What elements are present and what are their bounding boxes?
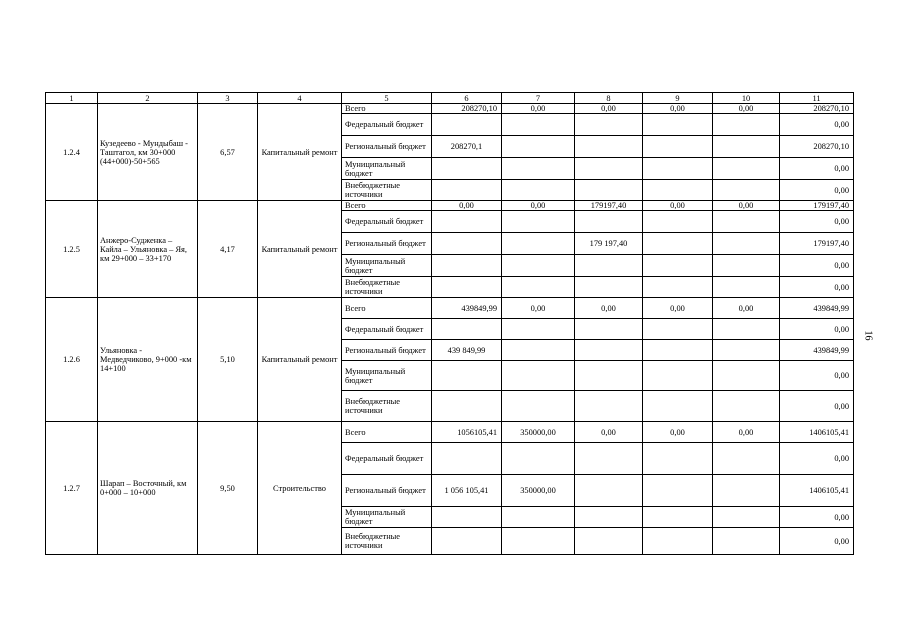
value-cell: 179197,40 bbox=[780, 201, 854, 211]
work-type: Капитальный ремонт bbox=[258, 298, 342, 422]
value-cell bbox=[502, 180, 575, 201]
value-cell bbox=[713, 391, 780, 422]
value-cell bbox=[643, 158, 713, 180]
value-cell: 0,00 bbox=[780, 507, 854, 528]
value-cell: 208270,10 bbox=[780, 136, 854, 158]
value-cell bbox=[432, 211, 502, 233]
value-cell bbox=[432, 391, 502, 422]
value-cell bbox=[575, 361, 643, 391]
value-cell bbox=[643, 277, 713, 298]
value-cell bbox=[432, 507, 502, 528]
value-cell: 208270,10 bbox=[432, 104, 502, 114]
value-cell: 0,00 bbox=[780, 361, 854, 391]
value-cell bbox=[713, 211, 780, 233]
col-header: 11 bbox=[780, 93, 854, 104]
road-name: Кузедеево - Мундыбаш - Таштагол, км 30+000 (44+000)-50+565 bbox=[98, 104, 198, 201]
funding-source: Региональный бюджет bbox=[342, 136, 432, 158]
value-cell bbox=[713, 277, 780, 298]
value-cell bbox=[643, 475, 713, 507]
funding-source: Федеральный бюджет bbox=[342, 443, 432, 475]
value-cell bbox=[713, 180, 780, 201]
value-cell bbox=[575, 277, 643, 298]
budget-table bbox=[45, 92, 854, 555]
col-header: 3 bbox=[198, 93, 258, 104]
value-cell bbox=[432, 277, 502, 298]
table-row bbox=[46, 422, 854, 443]
road-length: 4,17 bbox=[198, 201, 258, 298]
value-cell: 439849,99 bbox=[432, 298, 502, 319]
value-cell bbox=[643, 507, 713, 528]
road-length: 9,50 bbox=[198, 422, 258, 555]
funding-source: Региональный бюджет bbox=[342, 475, 432, 507]
value-cell: 0,00 bbox=[780, 211, 854, 233]
value-cell: 439849,99 bbox=[780, 298, 854, 319]
value-cell: 439 849,99 bbox=[432, 340, 502, 361]
value-cell bbox=[575, 340, 643, 361]
value-cell bbox=[575, 136, 643, 158]
col-header: 9 bbox=[643, 93, 713, 104]
value-cell bbox=[643, 391, 713, 422]
value-cell bbox=[502, 443, 575, 475]
value-cell: 0,00 bbox=[780, 528, 854, 555]
value-cell: 0,00 bbox=[502, 201, 575, 211]
value-cell bbox=[575, 443, 643, 475]
value-cell bbox=[432, 361, 502, 391]
value-cell bbox=[713, 255, 780, 277]
value-cell bbox=[713, 443, 780, 475]
value-cell: 0,00 bbox=[713, 104, 780, 114]
funding-source: Всего bbox=[342, 298, 432, 319]
value-cell bbox=[643, 114, 713, 136]
value-cell bbox=[432, 255, 502, 277]
value-cell: 0,00 bbox=[780, 319, 854, 340]
value-cell: 0,00 bbox=[713, 422, 780, 443]
value-cell bbox=[575, 391, 643, 422]
value-cell bbox=[502, 391, 575, 422]
funding-source: Федеральный бюджет bbox=[342, 319, 432, 340]
value-cell bbox=[502, 528, 575, 555]
value-cell: 0,00 bbox=[780, 443, 854, 475]
value-cell: 0,00 bbox=[575, 422, 643, 443]
value-cell bbox=[432, 158, 502, 180]
funding-source: Всего bbox=[342, 201, 432, 211]
funding-source: Федеральный бюджет bbox=[342, 114, 432, 136]
value-cell bbox=[432, 443, 502, 475]
funding-source: Всего bbox=[342, 422, 432, 443]
value-cell bbox=[575, 528, 643, 555]
value-cell bbox=[713, 136, 780, 158]
row-number: 1.2.5 bbox=[46, 201, 98, 298]
value-cell bbox=[502, 507, 575, 528]
value-cell: 0,00 bbox=[780, 277, 854, 298]
value-cell bbox=[713, 158, 780, 180]
funding-source: Внебюджетные источники bbox=[342, 391, 432, 422]
value-cell bbox=[643, 136, 713, 158]
funding-source: Муниципальный бюджет bbox=[342, 255, 432, 277]
funding-source: Региональный бюджет bbox=[342, 340, 432, 361]
col-header: 6 bbox=[432, 93, 502, 104]
funding-source: Муниципальный бюджет bbox=[342, 361, 432, 391]
value-cell bbox=[713, 233, 780, 255]
value-cell bbox=[713, 528, 780, 555]
funding-source: Внебюджетные источники bbox=[342, 528, 432, 555]
value-cell bbox=[643, 340, 713, 361]
value-cell bbox=[432, 114, 502, 136]
table-row bbox=[46, 104, 854, 114]
value-cell: 208270,1 bbox=[432, 136, 502, 158]
value-cell: 0,00 bbox=[502, 104, 575, 114]
value-cell bbox=[432, 180, 502, 201]
value-cell bbox=[713, 475, 780, 507]
value-cell bbox=[432, 319, 502, 340]
value-cell bbox=[502, 319, 575, 340]
value-cell: 0,00 bbox=[713, 201, 780, 211]
value-cell bbox=[643, 255, 713, 277]
value-cell bbox=[502, 158, 575, 180]
value-cell bbox=[502, 255, 575, 277]
value-cell bbox=[575, 507, 643, 528]
value-cell: 1056105,41 bbox=[432, 422, 502, 443]
value-cell: 0,00 bbox=[643, 201, 713, 211]
col-header: 10 bbox=[713, 93, 780, 104]
value-cell: 179197,40 bbox=[780, 233, 854, 255]
funding-source: Всего bbox=[342, 104, 432, 114]
value-cell bbox=[575, 211, 643, 233]
value-cell: 439849,99 bbox=[780, 340, 854, 361]
value-cell bbox=[502, 211, 575, 233]
value-cell: 179 197,40 bbox=[575, 233, 643, 255]
road-name: Ульяновка - Медведчиково, 9+000 -км 14+100 bbox=[98, 298, 198, 422]
road-name: Анжеро-Судженка – Кайла – Ульяновка – Яя, км 29+000 – 33+170 bbox=[98, 201, 198, 298]
value-cell: 350000,00 bbox=[502, 475, 575, 507]
value-cell bbox=[502, 361, 575, 391]
value-cell bbox=[502, 340, 575, 361]
work-type: Строительство bbox=[258, 422, 342, 555]
value-cell bbox=[502, 233, 575, 255]
value-cell bbox=[643, 319, 713, 340]
col-header: 1 bbox=[46, 93, 98, 104]
value-cell: 350000,00 bbox=[502, 422, 575, 443]
value-cell: 0,00 bbox=[432, 201, 502, 211]
col-header: 4 bbox=[258, 93, 342, 104]
value-cell bbox=[643, 233, 713, 255]
value-cell bbox=[643, 180, 713, 201]
value-cell bbox=[432, 528, 502, 555]
value-cell bbox=[643, 361, 713, 391]
value-cell: 0,00 bbox=[780, 114, 854, 136]
value-cell: 0,00 bbox=[780, 158, 854, 180]
value-cell: 1406105,41 bbox=[780, 422, 854, 443]
value-cell: 1406105,41 bbox=[780, 475, 854, 507]
funding-source: Региональный бюджет bbox=[342, 233, 432, 255]
value-cell bbox=[643, 443, 713, 475]
value-cell bbox=[643, 211, 713, 233]
road-length: 6,57 bbox=[198, 104, 258, 201]
row-number: 1.2.6 bbox=[46, 298, 98, 422]
header-row bbox=[46, 93, 854, 104]
value-cell: 1 056 105,41 bbox=[432, 475, 502, 507]
value-cell: 0,00 bbox=[502, 298, 575, 319]
table-row bbox=[46, 201, 854, 211]
value-cell bbox=[502, 136, 575, 158]
col-header: 7 bbox=[502, 93, 575, 104]
value-cell: 0,00 bbox=[780, 255, 854, 277]
work-type: Капитальный ремонт bbox=[258, 104, 342, 201]
work-type: Капитальный ремонт bbox=[258, 201, 342, 298]
value-cell bbox=[575, 114, 643, 136]
value-cell bbox=[575, 475, 643, 507]
value-cell: 208270,10 bbox=[780, 104, 854, 114]
value-cell bbox=[432, 233, 502, 255]
row-number: 1.2.4 bbox=[46, 104, 98, 201]
road-length: 5,10 bbox=[198, 298, 258, 422]
funding-source: Муниципальный бюджет bbox=[342, 158, 432, 180]
value-cell bbox=[575, 180, 643, 201]
col-header: 5 bbox=[342, 93, 432, 104]
value-cell: 0,00 bbox=[780, 391, 854, 422]
value-cell: 0,00 bbox=[713, 298, 780, 319]
page-number: 16 bbox=[862, 330, 874, 341]
value-cell bbox=[502, 277, 575, 298]
value-cell bbox=[713, 340, 780, 361]
table-row bbox=[46, 298, 854, 319]
funding-source: Внебюджетные источники bbox=[342, 277, 432, 298]
value-cell bbox=[502, 114, 575, 136]
value-cell bbox=[713, 114, 780, 136]
value-cell: 0,00 bbox=[643, 104, 713, 114]
value-cell bbox=[575, 319, 643, 340]
value-cell bbox=[575, 158, 643, 180]
funding-source: Федеральный бюджет bbox=[342, 211, 432, 233]
row-number: 1.2.7 bbox=[46, 422, 98, 555]
value-cell: 0,00 bbox=[575, 298, 643, 319]
value-cell: 0,00 bbox=[643, 298, 713, 319]
value-cell: 179197,40 bbox=[575, 201, 643, 211]
col-header: 8 bbox=[575, 93, 643, 104]
funding-source: Муниципальный бюджет bbox=[342, 507, 432, 528]
road-name: Шарап – Восточный, км 0+000 – 10+000 bbox=[98, 422, 198, 555]
funding-source: Внебюджетные источники bbox=[342, 180, 432, 201]
value-cell bbox=[713, 507, 780, 528]
value-cell bbox=[713, 361, 780, 391]
value-cell: 0,00 bbox=[643, 422, 713, 443]
value-cell: 0,00 bbox=[780, 180, 854, 201]
value-cell bbox=[575, 255, 643, 277]
col-header: 2 bbox=[98, 93, 198, 104]
value-cell bbox=[643, 528, 713, 555]
value-cell bbox=[713, 319, 780, 340]
value-cell: 0,00 bbox=[575, 104, 643, 114]
